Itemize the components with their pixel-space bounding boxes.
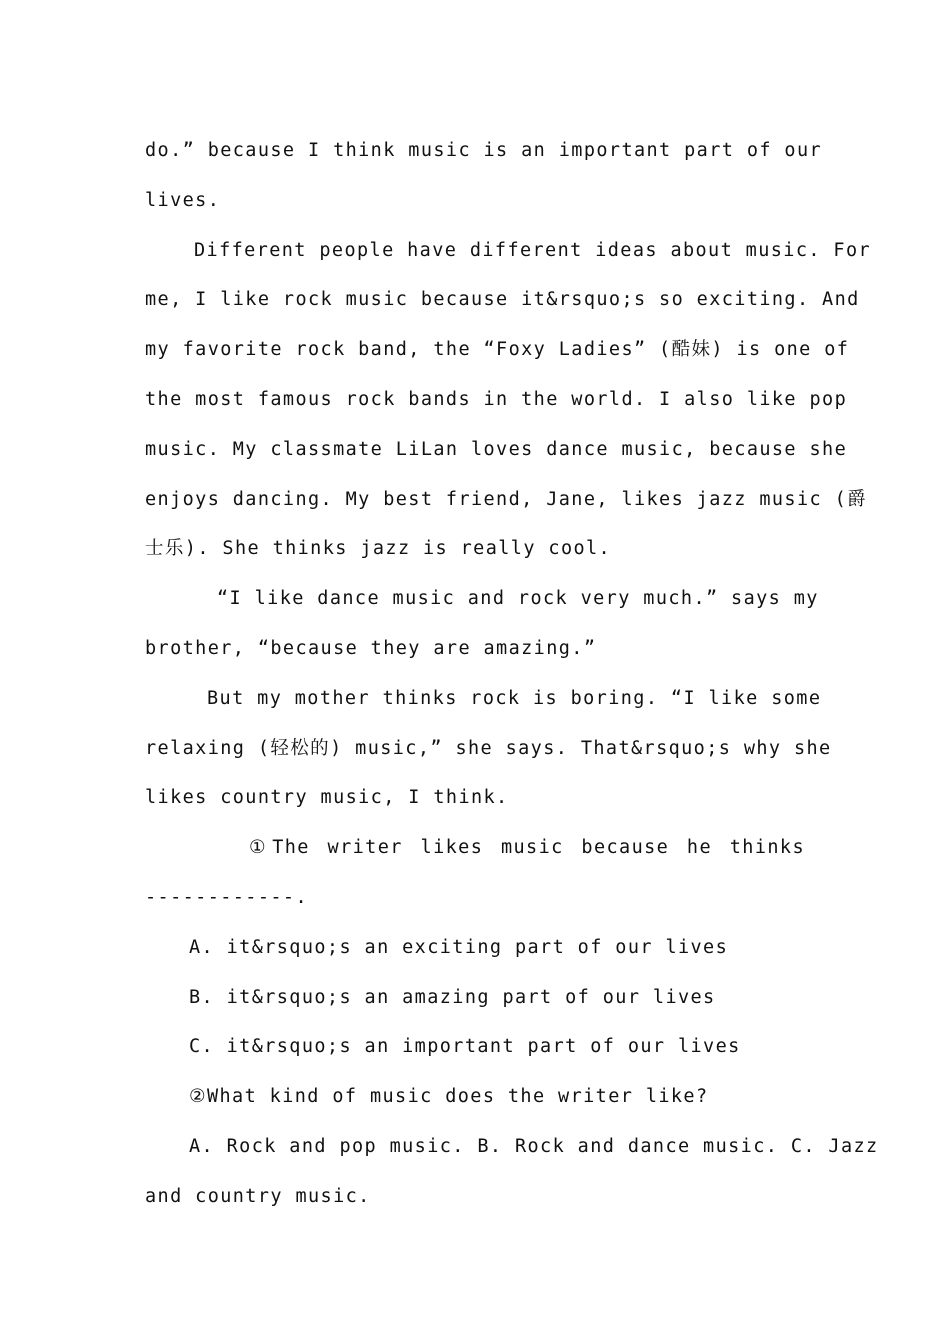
text-line: 士乐). She thinks jazz is really cool. (145, 538, 612, 560)
question-1-option-c: C. it&rsquo;s an important part of our lives (189, 1036, 741, 1058)
question-2-options-cont: and country music. (145, 1185, 371, 1207)
text-line: the most famous rock bands in the world. I also like pop (145, 388, 848, 410)
text-line: enjoys dancing. My best friend, Jane, likes jazz music (爵 (145, 488, 868, 510)
text-line: Different people have different ideas about music. For (194, 239, 872, 261)
text-line: But my mother thinks rock is boring. “I like some (207, 687, 822, 709)
text-line: lives. (145, 189, 221, 211)
answer-blank: ------------. (145, 886, 308, 908)
text-line: music. My classmate LiLan loves dance music, because she (145, 438, 848, 460)
question-1-option-a: A. it&rsquo;s an exciting part of our lives (189, 936, 729, 958)
text-line: me, I like rock music because it&rsquo;s so exciting. And (145, 289, 860, 311)
text-line: brother, “because they are amazing.” (145, 637, 597, 659)
document-page (145, 126, 879, 1222)
text-line: “I like dance music and rock very much.” says my (217, 588, 819, 610)
question-1-stem: ①The writer likes music because he thinks (249, 837, 805, 859)
text-line: relaxing (轻松的) music,” she says. That&rsquo;s why she (145, 737, 832, 759)
question-2-stem: ②What kind of music does the writer like? (189, 1086, 709, 1108)
text-line: my favorite rock band, the “Foxy Ladies” (酷妹) is one of (145, 339, 850, 361)
question-1-option-b: B. it&rsquo;s an amazing part of our lives (189, 986, 716, 1008)
text-line: likes country music, I think. (145, 787, 509, 809)
text-line: do.” because I think music is an important part of our (145, 140, 823, 161)
question-2-options: A. Rock and pop music. B. Rock and dance music. C. Jazz (189, 1135, 879, 1157)
